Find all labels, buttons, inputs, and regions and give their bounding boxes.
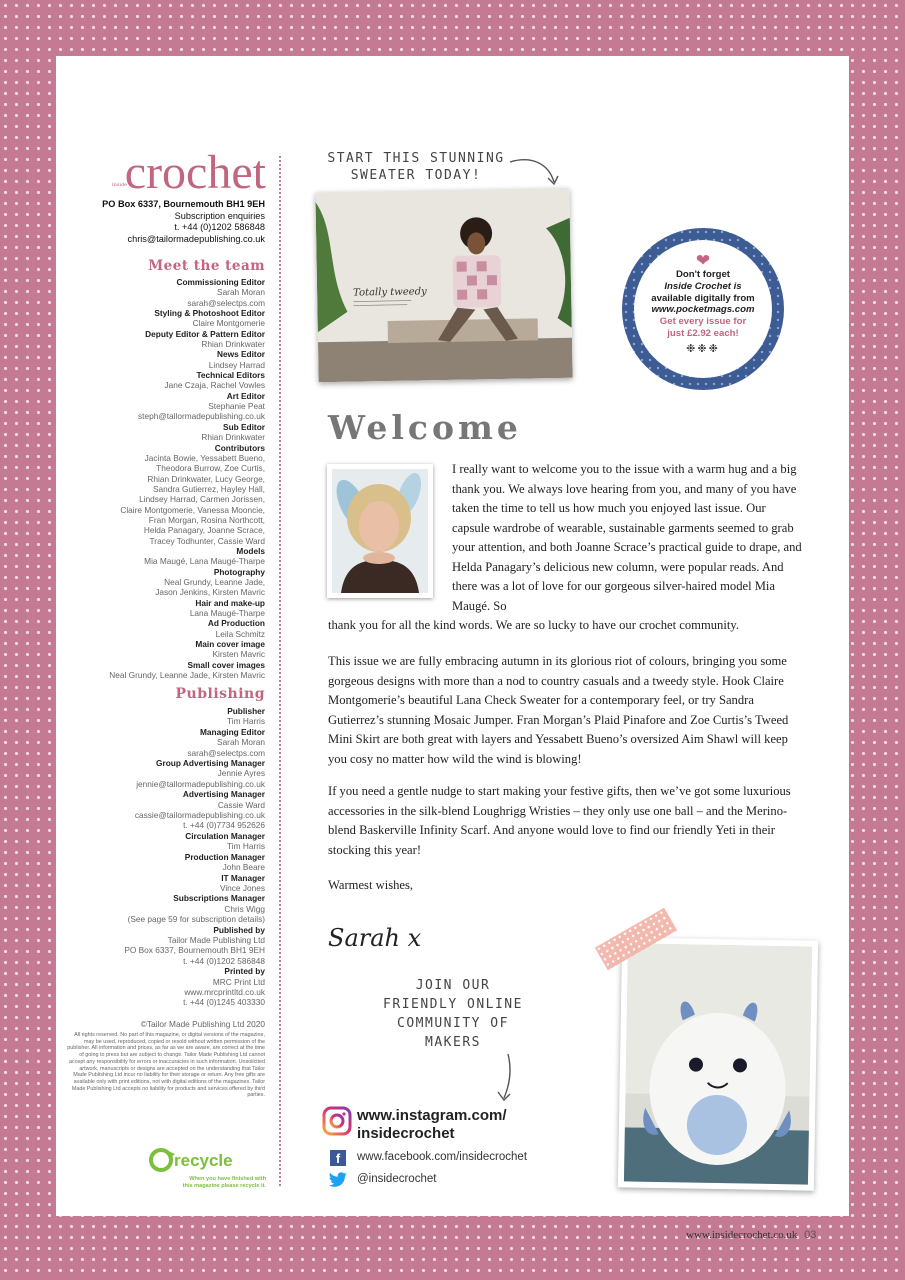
role-title: Advertising Manager	[182, 789, 265, 800]
role-title: Models	[236, 545, 265, 556]
badge-line-6: just £2.92 each!	[667, 327, 739, 339]
role-title: Production Manager	[184, 851, 265, 862]
credit-line: Jennie Ayres	[217, 768, 265, 779]
facebook-link[interactable]: www.facebook.com/insidecrochet	[357, 1151, 528, 1163]
recycle-icon	[151, 1150, 171, 1170]
role-title: Publisher	[227, 706, 265, 716]
credit-line: Tim Harris	[227, 716, 265, 727]
role-title: Small cover images	[187, 659, 265, 670]
inside-crochet-logo	[106, 148, 268, 200]
down-arrow-icon	[494, 1052, 520, 1104]
credit-line: Sarah Moran	[217, 737, 265, 748]
sweater-note: START THIS STUNNING SWEATER TODAY!	[327, 151, 505, 183]
recycle-line-2: this magazine please recycle it.	[182, 1183, 266, 1189]
meet-the-team-heading: Meet the team	[148, 258, 265, 274]
role-title: Printed by	[224, 966, 265, 977]
role-title: Photography	[213, 566, 265, 577]
page-footer	[686, 1229, 816, 1241]
badge-line-5: Get every issue for	[659, 316, 747, 328]
credit-line: PO Box 6337, Bournemouth BH1 9EH	[124, 945, 265, 956]
badge-line-2: Inside Crochet is	[664, 280, 742, 292]
masthead-address	[45, 199, 265, 245]
credit-line: Cassie Ward	[217, 799, 265, 810]
badge-line-1: Don't forget	[676, 269, 730, 280]
phone-line: t. +44 (0)1202 586848	[174, 222, 265, 233]
credit-line: Leila Schmitz	[215, 628, 265, 639]
recycle-logo	[148, 1146, 268, 1194]
facebook-icon: f	[330, 1150, 346, 1166]
role-title: Hair and make-up	[195, 597, 265, 608]
decorative-stars-icon: ❉❉❉	[686, 342, 720, 355]
credit-line: (See page 59 for subscription details)	[127, 914, 265, 925]
editor-portrait	[327, 464, 433, 598]
role-title: Technical Editors	[196, 370, 265, 381]
role-title: Deputy Editor & Pattern Editor	[145, 328, 265, 339]
credit-line: Vince Jones	[219, 882, 265, 893]
credit-line: cassie@tailormadepublishing.co.uk	[134, 810, 265, 821]
welcome-paragraph-1b: thank you for all the kind words. We are so lucky to have our crochet community.	[328, 618, 739, 632]
credit-line: Fran Morgan, Rosina Northcott,	[148, 514, 265, 525]
role-title: Published by	[213, 924, 265, 935]
yeti-photo	[618, 937, 818, 1190]
welcome-heading: Welcome	[328, 408, 522, 447]
credit-line: John Beare	[222, 862, 265, 873]
credit-line: Claire Montgomerie	[192, 318, 265, 329]
instagram-url-line-1: www.instagram.com/	[357, 1107, 507, 1124]
welcome-paragraph-3: If you need a gentle nudge to start making your festive gifts, then we’ve got some luxurious accessories in the silk-blend Loughrigg Wristies – they only use one ball – and the Merino-blend Baskerville Infinity Scarf. And anyone would love to find our friendly Yeti in their stocking this year!	[328, 784, 791, 857]
credit-line: Claire Montgomerie, Vanessa Mooncie,	[120, 504, 265, 515]
editor-signature	[326, 908, 426, 964]
role-title: Group Advertising Manager	[156, 758, 265, 769]
credit-line: Lana Maugé-Tharpe	[189, 608, 265, 618]
logo-text: crochet	[124, 148, 266, 199]
recycle-line-1: When you have finished with	[189, 1176, 266, 1182]
credit-line: Jason Jenkins, Kirsten Mavric	[155, 587, 265, 598]
credit-line: Jane Czaja, Rachel Vowles	[164, 380, 265, 391]
credit-line: Tracey Todhunter, Cassie Ward	[149, 535, 265, 546]
role-title: Styling & Photoshoot Editor	[154, 308, 265, 319]
credit-line: Chris Wigg	[224, 903, 265, 914]
credit-line: Stephanie Peat	[208, 401, 265, 412]
credit-line: Sandra Gutierrez, Hayley Hall,	[152, 483, 265, 494]
publishing-list	[65, 706, 265, 1008]
footer-url: www.insidecrochet.co.uk	[686, 1229, 798, 1241]
instagram-icon	[322, 1106, 352, 1136]
page-number: 03	[804, 1229, 817, 1241]
credit-line: Tailor Made Publishing Ltd	[167, 934, 265, 945]
credit-line: t. +44 (0)7734 952626	[183, 820, 265, 831]
credit-line: t. +44 (0)1245 403330	[183, 997, 265, 1008]
credit-line: Neal Grundy, Leanne Jade, Kirsten Mavric	[109, 670, 265, 681]
heart-icon: ❤	[695, 251, 711, 270]
instagram-link[interactable]	[357, 1107, 506, 1143]
badge-line-4: www.pocketmags.com	[651, 304, 755, 316]
credit-line: Rhian Drinkwater, Lucy George,	[147, 473, 265, 484]
curved-arrow-icon	[508, 156, 562, 190]
role-title: Art Editor	[226, 390, 265, 401]
role-title: News Editor	[217, 349, 265, 360]
signature-text: Sarah x	[328, 924, 422, 952]
badge-line-3: available digitally from	[651, 292, 755, 304]
welcome-signoff: Warmest wishes,	[328, 878, 414, 892]
column-divider	[279, 156, 281, 1186]
address-line: PO Box 6337, Bournemouth BH1 9EH	[102, 199, 265, 209]
sweater-photo	[315, 188, 572, 382]
credit-line: Jacinta Bowie, Yessabett Bueno,	[144, 452, 265, 463]
credit-line: Lindsey Harrad	[208, 359, 265, 370]
twitter-icon	[328, 1172, 348, 1188]
email-line: chris@tailormadepublishing.co.uk	[127, 233, 265, 244]
community-note: JOIN OUR FRIENDLY ONLINE COMMUNITY OF MAKERS	[383, 978, 523, 1050]
credit-line: Lindsey Harrad, Carmen Jorissen,	[139, 494, 265, 505]
credit-line: Sarah Moran	[217, 287, 265, 298]
credit-line: Rhian Drinkwater	[201, 339, 265, 350]
sweater-photo-title: Totally tweedy	[353, 286, 427, 299]
credit-line: Mia Maugé, Lana Maugé-Tharpe	[144, 556, 265, 567]
role-title: Ad Production	[207, 618, 265, 629]
credit-line: t. +44 (0)1202 586848	[183, 955, 265, 966]
credit-line: MRC Print Ltd	[212, 976, 265, 987]
credit-line: Helda Panagary, Joanne Scrace,	[143, 525, 265, 536]
recycle-word: recycle	[174, 1151, 233, 1170]
role-title: Commissioning Editor	[176, 277, 265, 287]
twitter-link[interactable]: @insidecrochet	[357, 1173, 437, 1185]
role-title: Circulation Manager	[185, 830, 265, 841]
publishing-heading: Publishing	[175, 686, 265, 702]
credit-line: jennie@tailormadepublishing.co.uk	[136, 778, 265, 789]
credit-line: sarah@selectps.com	[187, 297, 265, 308]
credit-line: Theodora Burrow, Zoe Curtis,	[156, 463, 265, 474]
digital-edition-badge	[622, 228, 784, 390]
role-title: IT Manager	[221, 872, 265, 883]
legal-text: All rights reserved. No part of this magazine, or digital versions of the magazine, may be used, reproduced, copied or resold without written permission of the publisher. All information and prices, as far as we are aware, are correct at the time of going to press but are subject to change. Tailor Made Publishing Ltd cannot accept any responsibility for errors or inaccuracies in such information. Unsolicited artwork, manuscripts or designs are accepted on the understanding that Tailor Made Publishing Ltd incur no liability for their storage or return. Any free gifts are available only with print editions, not with digital editions of the magazines. Tailor Made Publishing Ltd accepts no liability for products and services offered by third parties.	[67, 1032, 265, 1099]
welcome-paragraph-2: This issue we are fully embracing autumn in its glorious riot of colours, bringing you some gorgeous designs with more than a nod to country casuals and a tweedy style. Hook Claire Montgomerie’s beautiful Lana Check Sweater for a contemporary feel, or try Sandra Gutierrez’s stunning Mosaic Jumper. Fran Morgan’s Plaid Pinafore and Zoe Curtis’s Tweed Mini Skirt are both great with layers and Yessabett Bueno’s oversized Aim Shawl will keep you cosy no matter how wild the wind is blowing!	[328, 654, 789, 766]
copyright-line: ©Tailor Made Publishing Ltd 2020	[140, 1019, 265, 1029]
credit-line: sarah@selectps.com	[187, 747, 265, 758]
role-title: Sub Editor	[223, 421, 265, 432]
credit-line: Kirsten Mavric	[212, 649, 265, 660]
page	[56, 56, 849, 1216]
team-list	[65, 277, 265, 680]
instagram-url-line-2: insidecrochet	[357, 1125, 455, 1142]
role-title: Subscriptions Manager	[173, 893, 265, 904]
role-title: Contributors	[214, 442, 265, 453]
credit-line: Tim Harris	[227, 841, 265, 852]
credit-line: Neal Grundy, Leanne Jade,	[164, 576, 265, 587]
role-title: Managing Editor	[200, 726, 265, 737]
credit-line: www.mrcprintltd.co.uk	[184, 986, 265, 997]
credit-line: steph@tailormadepublishing.co.uk	[138, 411, 265, 422]
logo-small-text: inside	[112, 182, 128, 188]
subscription-label: Subscription enquiries	[174, 210, 265, 221]
credit-line: Rhian Drinkwater	[201, 432, 265, 443]
role-title: Main cover image	[195, 639, 265, 650]
welcome-paragraph-1a: I really want to welcome you to the issue with a warm hug and a big thank you. We always love hearing from you, and many of you have taken the time to tell us how much you enjoyed last issue. Our capsule wardrobe of wearable, sustainable garments seemed to grab your attention, and both Joanne Scrace’s practical guide to drape, and Helda Panagary’s delicious new column, were popular reads. And there was a lot of love for our gorgeous silver-haired model Mia Maugé. So	[452, 462, 802, 613]
